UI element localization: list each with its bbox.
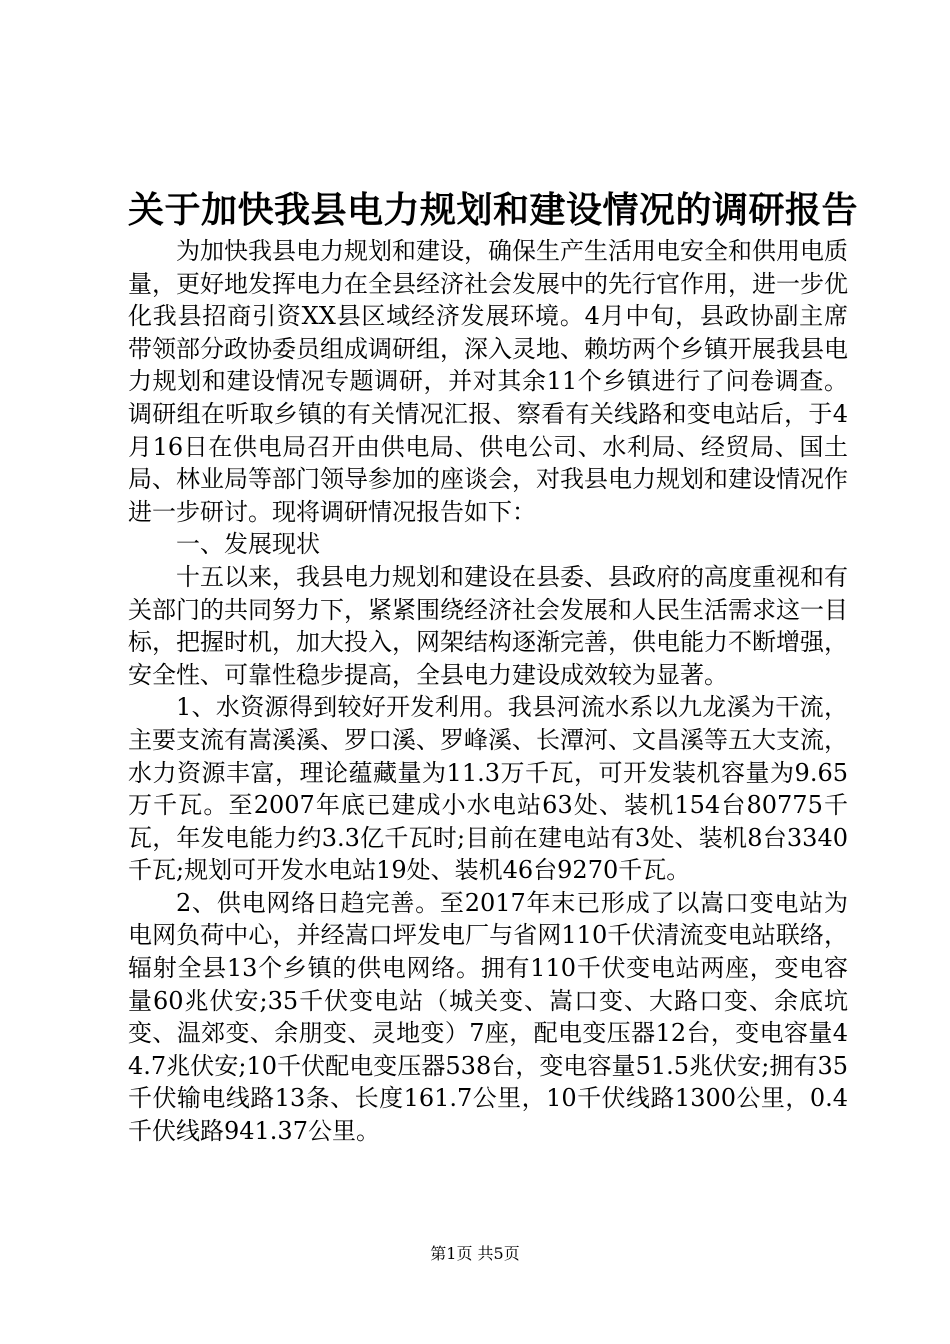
document-title: 关于加快我县电力规划和建设情况的调研报告 — [128, 189, 859, 231]
section-heading-development-status: 一、发展现状 — [176, 530, 320, 559]
power-grid-paragraph: 2、供电网络日趋完善。至2017年末已形成了以嵩口变电站为电网负荷中心，并经嵩口坪发电厂与省网110千伏清流变电站联络，辐射全县13个乡镇的供电网络。拥有110千伏变电站两座，变电容量60兆伏安;35千伏变电站（城关变、嵩口变、大路口变、余底坑变、温郊变、余朋变、灵地变）7座，配电变压器12台，变电容量44.7兆伏安;10千伏配电变压器538台，变电容量51.5兆伏安;拥有35千伏输电线路13条、长度161.7公里，10千伏线路1300公里，0.4千伏线路941.37公里。 — [128, 888, 848, 1146]
document-body — [128, 235, 848, 1148]
intro-paragraph: 为加快我县电力规划和建设，确保生产生活用电安全和供用电质量，更好地发挥电力在全县经济社会发展中的先行官作用，进一步优化我县招商引资XX县区域经济发展环境。4月中旬，县政协副主席带领部分政协委员组成调研组，深入灵地、赖坊两个乡镇开展我县电力规划和建设情况专题调研，并对其余11个乡镇进行了问卷调查。调研组在听取乡镇的有关情况汇报、察看有关线路和变电站后，于4月16日在供电局召开由供电局、供电公司、水利局、经贸局、国土局、林业局等部门领导参加的座谈会，对我县电力规划和建设情况作进一步研讨。现将调研情况报告如下： — [128, 237, 848, 526]
status-overview-paragraph: 十五以来，我县电力规划和建设在县委、县政府的高度重视和有关部门的共同努力下，紧紧围绕经济社会发展和人民生活需求这一目标，把握时机，加大投入，网架结构逐渐完善，供电能力不断增强，安全性、可靠性稳步提高，全县电力建设成效较为显著。 — [128, 562, 848, 689]
page-footer: 第1页 共5页 — [430, 1244, 520, 1263]
water-resources-paragraph: 1、水资源得到较好开发利用。我县河流水系以九龙溪为干流，主要支流有嵩溪溪、罗口溪、罗峰溪、长潭河、文昌溪等五大支流，水力资源丰富，理论蕴藏量为11.3万千瓦，可开发装机容量为9.65万千瓦。至2007年底已建成小水电站63处、装机154台80775千瓦，年发电能力约3.3亿千瓦时;目前在建电站有3处、装机8台3340千瓦;规划可开发水电站19处、装机46台9270千瓦。 — [128, 693, 848, 885]
